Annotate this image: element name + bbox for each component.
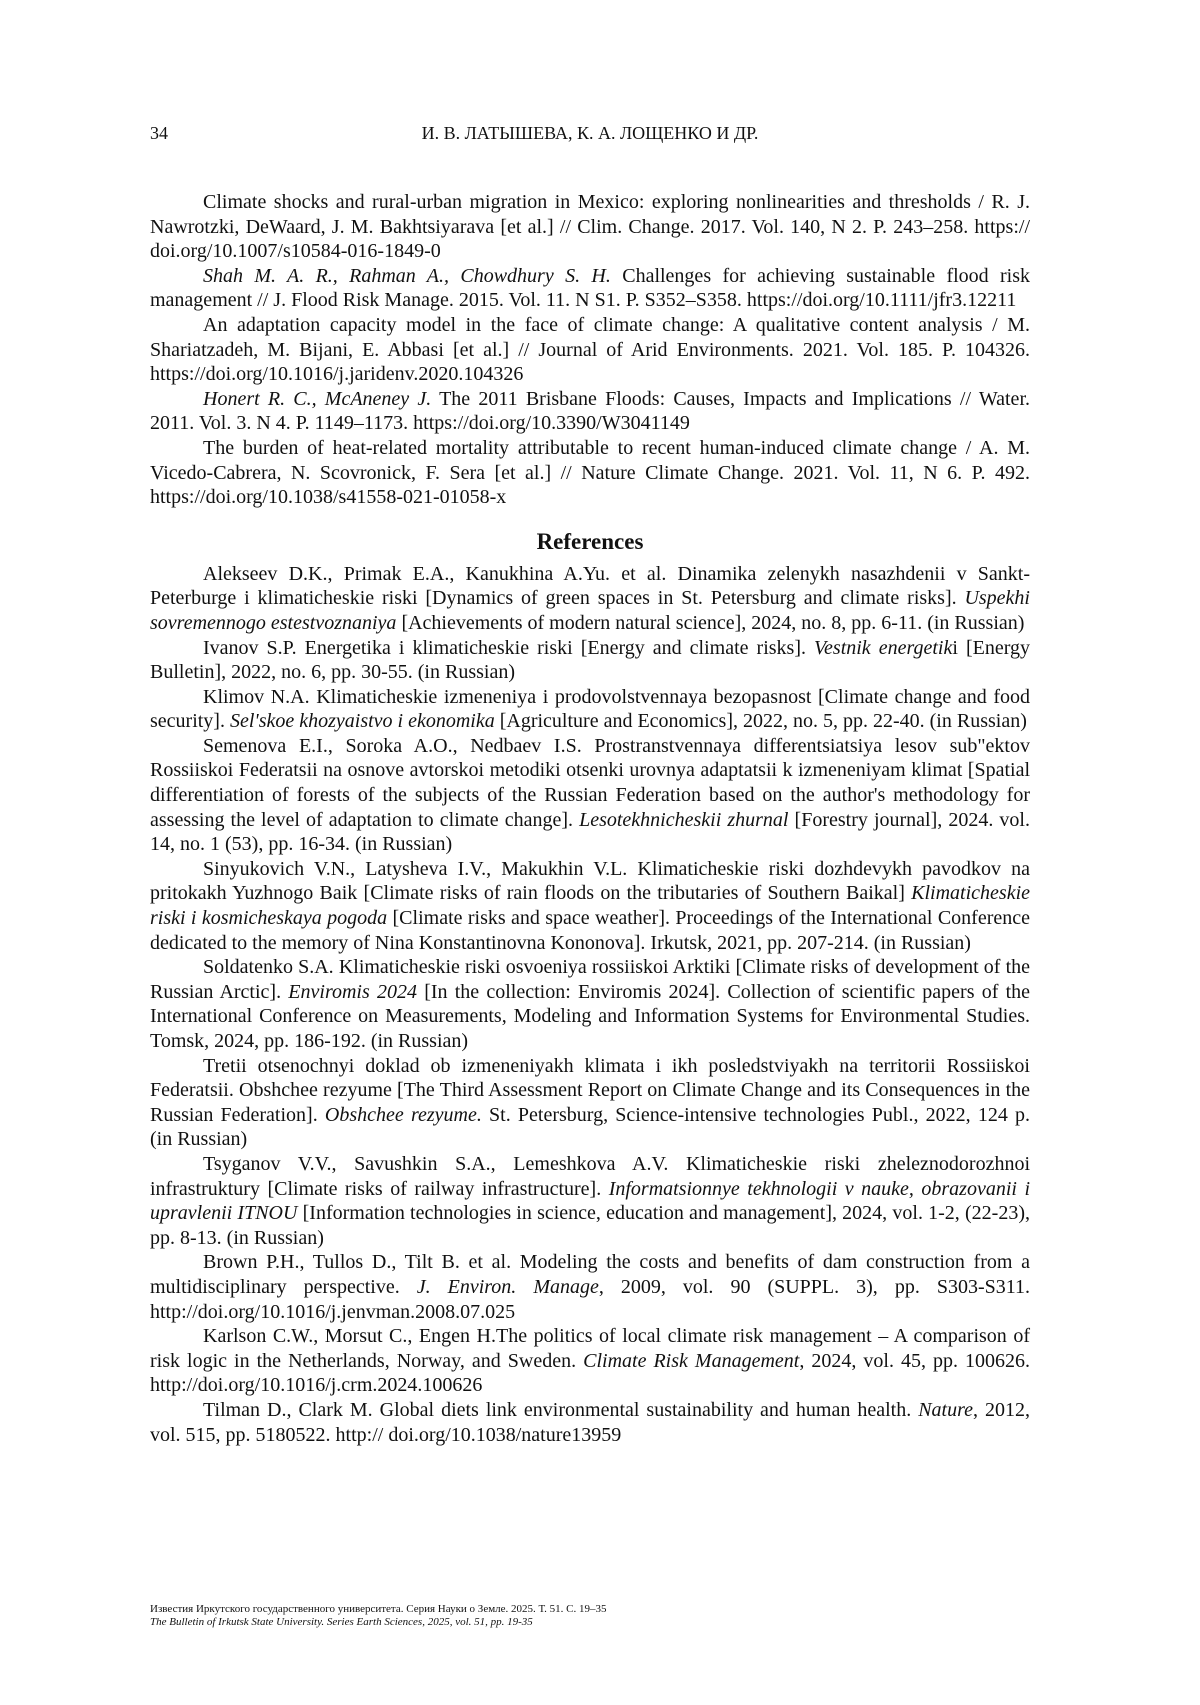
entry-text: Tsyganov V.V., Savushkin S.A., Lemeshkova A.V. Klimaticheskie riski zheleznodorozhnoi infrastruktury [Climate risks of railway infrastructure]. [150, 1152, 1030, 1200]
entry-text: Tilman D., Clark M. Global diets link environmental sustainability and human health. [203, 1398, 919, 1421]
entry-source-title: Uspekhi sovremennogo estestvoznaniya [150, 587, 1030, 634]
reference-entry [150, 734, 1030, 857]
literature-entry [150, 387, 1030, 436]
literature-entry: Climate shocks and rural-urban migration in Mexico: exploring nonlinearities and thresholds / R. J. Nawrotzki, DeWaard, J. M. Bakhtsiyarava [et al.] // Clim. Change. 2017. Vol. 140, N 2. P. 243–258. https:// doi.org/10.1007/s10584-016-1849-0 [150, 191, 1030, 263]
entry-source-title: Enviromis 2024 [288, 980, 417, 1003]
page-header [150, 123, 1030, 149]
entry-details: [In the collection: Enviromis 2024]. Collection of scientific papers of the International Conference on Measurements, Modeling and Information Systems for Environmental Studies. Tomsk, 2024, pp. 186-192. (in Russian) [150, 980, 1030, 1052]
entry-text: Tretii otsenochnyi doklad ob izmeneniyakh klimata i ikh posledstviyakh na territorii Rossiiskoi Federatsii. Obshchee rezyume [The Third Assessment Report on Climate Change and its Consequences in the Russian Federation]. [150, 1054, 1030, 1126]
reference-entry [150, 1398, 1030, 1447]
entry-authors: Shah M. A. R., Rahman A., Chowdhury S. H. [203, 264, 611, 287]
entry-text: Sinyukovich V.N., Latysheva I.V., Makukhin V.L. Klimaticheskie riski dozhdevykh pavodkov na pritokakh Yuzhnogo Baik [Climate risks of rain floods on the tributaries of Southern Baikal] [150, 857, 1030, 905]
reference-entry [150, 1152, 1030, 1250]
entry-details: St. Petersburg, Science-intensive technologies Publ., 2022, 124 p. (in Russian) [150, 1103, 1030, 1151]
entry-details: [Achievements of modern natural science], 2024, no. 8, pp. 6-11. (in Russian) [396, 611, 1025, 634]
entry-source-title: Nature [918, 1398, 974, 1421]
page-number: 34 [150, 123, 168, 143]
entry-details: [Information technologies in science, education and management], 2024, vol. 1-2, (22-23), pp. 8-13. (in Russian) [150, 1202, 1030, 1249]
literature-entry: The burden of heat-related mortality attributable to recent human-induced climate change / A. M. Vicedo-Cabrera, N. Scovronick, F. Sera [et al.] // Nature Climate Change. 2021. Vol. 11, N 6. P. 492. https://doi.org/10.1038/s41558-021-01058-x [150, 436, 1030, 509]
reference-entry [150, 685, 1030, 734]
references-heading: References [536, 528, 644, 554]
reference-entry [150, 1324, 1030, 1398]
entry-authors: Honert R. C., McAneney J. [203, 387, 432, 410]
entry-details: , 2012, vol. 515, pp. 5180522. http:// doi.org/10.1038/nature13959 [150, 1398, 1030, 1446]
entry-details: [Agriculture and Economics], 2022, no. 5, pp. 22-40. (in Russian) [494, 710, 1027, 733]
reference-entry [150, 1250, 1030, 1324]
entry-details: [Climate risks and space weather]. Proceedings of the International Conference dedicated to the memory of Nina Konstantinovna Kononova]. Irkutsk, 2021, pp. 207-214. (in Russian) [150, 907, 1030, 954]
footer-journal-en: The Bulletin of Irkutsk State University. Series Earth Sciences, 2025, vol. 51, pp. 19-35 [150, 1616, 533, 1628]
reference-entry [150, 562, 1030, 636]
reference-entry [150, 1054, 1030, 1152]
entry-text: Klimov N.A. Klimaticheskie izmeneniya i prodovolstvennaya bezopasnost [Climate change and food security]. [150, 685, 1030, 733]
entry-source-title: J. Environ. Manage [416, 1275, 599, 1298]
entry-text: Ivanov S.P. Energetika i klimaticheskie riski [Energy and climate risks]. [203, 636, 815, 659]
reference-entry [150, 857, 1030, 955]
references-list [150, 562, 1030, 1447]
entry-source-title: Climate Risk Management [583, 1349, 800, 1372]
entry-source-title: Klimaticheskie riski i kosmicheskaya pogoda [150, 882, 1030, 930]
running-head: И. В. ЛАТЫШЕВА, К. А. ЛОЩЕНКО И ДР. [421, 123, 759, 143]
entry-details: , 2009, vol. 90 (SUPPL. 3), pp. S303-S311. http://doi.org/10.1016/j.jenvman.2008.07.025 [150, 1275, 1030, 1323]
entry-details: , 2024, vol. 45, pp. 100626. http://doi.org/10.1016/j.crm.2024.100626 [150, 1349, 1031, 1397]
footer-journal-ru: Известия Иркутского государственного университета. Серия Науки о Земле. 2025. Т. 51. С. 19–35 [150, 1603, 607, 1615]
entry-details: [Forestry journal], 2024. vol. 14, no. 1 (53), pp. 16-34. (in Russian) [150, 808, 1030, 856]
entry-source-title: Lesotekhnicheskii zhurnal [579, 808, 789, 831]
reference-entry [150, 955, 1030, 1053]
page-footer [150, 1603, 1030, 1629]
entry-text: Soldatenko S.A. Klimaticheskie riski osvoeniya rossiiskoi Arktiki [Climate risks of development of the Russian Arctic]. [150, 956, 1030, 1003]
entry-source-title: Sel'skoe khozyaistvo i ekonomika [229, 710, 495, 733]
entry-text: Alekseev D.K., Primak E.A., Kanukhina A.Yu. et al. Dinamika zelenykh nasazhdenii v Sankt-Peterburge i klimaticheskie riski [Dynamics of green spaces in St. Petersburg and climate risks]. [150, 562, 1030, 610]
entry-source-title: Obshchee rezyume. [324, 1103, 482, 1126]
literature-list [150, 190, 1030, 510]
entry-text: Semenova E.I., Soroka A.O., Nedbaev I.S. Prostranstvennaya differentsiatsiya lesov sub"ektov Rossiiskoi Federatsii na osnove avtorskoi metodiki otsenki urovnya adaptatsii k izmeneniyam klimat [Spatial differentiation of forests of the subjects of the Russian Federation based on the author's methodology for assessing the level of adaptation to climate change]. [150, 734, 1030, 831]
reference-entry [150, 636, 1030, 685]
entry-text: Karlson C.W., Morsut C., Engen H.The politics of local climate risk management – A comparison of risk logic in the Netherlands, Norway, and Sweden. [150, 1325, 1030, 1372]
entry-text: Challenges for achieving sustainable flood risk management // J. Flood Risk Manage. 2015. Vol. 11. N S1. P. S352–S358. https://doi.org/10.1111/jfr3.12211 [150, 264, 1031, 312]
entry-text: Brown P.H., Tullos D., Tilt B. et al. Modeling the costs and benefits of dam construction from a multidisciplinary perspective. [150, 1251, 1030, 1298]
page-content [150, 190, 1030, 1447]
entry-source-title: Informatsionnye tekhnologii v nauke, obrazovanii i upravlenii ITNOU [150, 1177, 1031, 1225]
entry-details: i [Energy Bulletin], 2022, no. 6, pp. 30-55. (in Russian) [150, 636, 1031, 684]
literature-entry: An adaptation capacity model in the face of climate change: A qualitative content analysis / M. Shariatzadeh, M. Bijani, E. Abbasi [et al.] // Journal of Arid Environments. 2021. Vol. 185. P. 104326. https://doi.org/10.1016/j.jaridenv.2020.104326 [150, 313, 1030, 386]
entry-text: The 2011 Brisbane Floods: Causes, Impacts and Implications // Water. 2011. Vol. 3. N 4. P. 1149–1173. https://doi.org/10.3390/W3041149 [150, 387, 1030, 435]
entry-source-title: Vestnik energetik [814, 636, 953, 659]
literature-entry [150, 264, 1030, 313]
